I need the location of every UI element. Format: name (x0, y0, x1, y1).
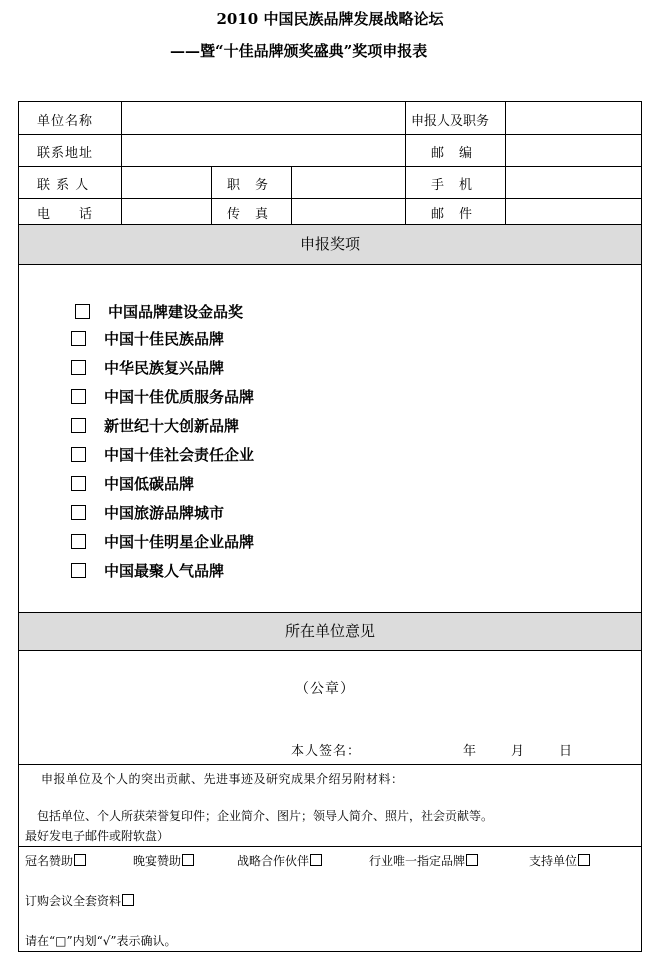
award-item[interactable]: 中国十佳民族品牌 (71, 328, 224, 349)
checkbox-icon[interactable] (466, 854, 478, 866)
sponsor-option[interactable]: 战略合作伙伴 (237, 852, 322, 869)
sponsor-option[interactable]: 支持单位 (529, 852, 590, 869)
checkbox-icon[interactable] (71, 389, 86, 404)
unit-name-field[interactable] (122, 103, 404, 133)
signature-field[interactable] (369, 736, 449, 756)
fax-label: 传 真 (227, 207, 270, 222)
checkbox-icon[interactable] (122, 894, 134, 906)
checkbox-icon[interactable] (182, 854, 194, 866)
checkbox-icon[interactable] (75, 304, 90, 319)
month-label: 月 (511, 744, 526, 759)
sponsor-option[interactable]: 晚宴赞助 (133, 852, 194, 869)
postcode-label: 邮 编 (431, 146, 474, 161)
checkbox-icon[interactable] (71, 563, 86, 578)
applicant-field[interactable] (506, 103, 641, 133)
checkbox-icon[interactable] (71, 360, 86, 375)
contact-field[interactable] (122, 167, 210, 197)
unit-name-label: 单位名称 (37, 114, 94, 129)
award-item[interactable]: 中国品牌建设金品奖 (75, 301, 243, 322)
materials-line-3: 最好发电子邮件或附软盘） (25, 829, 170, 843)
form-subtitle: ——暨“十佳品牌颁奖盛典”奖项申报表 (170, 42, 428, 60)
confirm-note: 请在“□”内划“√”表示确认。 (25, 934, 177, 948)
contact-label: 联 系 人 (37, 178, 90, 193)
award-item[interactable]: 中国十佳优质服务品牌 (71, 386, 254, 407)
materials-line-1: 申报单位及个人的突出贡献、先进事迹及研究成果介绍另附材料： (41, 772, 404, 786)
postcode-field[interactable] (506, 135, 641, 165)
award-item[interactable]: 新世纪十大创新品牌 (71, 415, 239, 436)
mobile-label: 手 机 (431, 178, 474, 193)
checkbox-icon[interactable] (71, 476, 86, 491)
award-item[interactable]: 中国旅游品牌城市 (71, 502, 224, 523)
award-item[interactable]: 中国最聚人气品牌 (71, 560, 224, 581)
signature-label: 本人签名： (291, 744, 362, 759)
email-label: 邮 件 (431, 207, 474, 222)
position-label: 职 务 (227, 178, 270, 193)
subscribe-option[interactable]: 订购会议全套资料 (25, 892, 134, 909)
applicant-label: 申报人及职务 (411, 114, 490, 129)
award-item[interactable]: 中华民族复兴品牌 (71, 357, 224, 378)
mobile-field[interactable] (506, 167, 641, 197)
checkbox-icon[interactable] (578, 854, 590, 866)
phone-label: 电 话 (37, 207, 94, 222)
seal-label: （公章） (295, 681, 355, 697)
form-title: 2010 中国民族品牌发展战略论坛 (216, 10, 444, 28)
materials-line-2: 包括单位、个人所获荣誉复印件；企业简介、图片；领导人简介、照片，社会贡献等。 (37, 809, 494, 823)
award-item[interactable]: 中国低碳品牌 (71, 473, 194, 494)
checkbox-icon[interactable] (71, 534, 86, 549)
checkbox-icon[interactable] (74, 854, 86, 866)
phone-field[interactable] (122, 199, 210, 223)
award-item[interactable]: 中国十佳明星企业品牌 (71, 531, 254, 552)
address-field[interactable] (122, 135, 404, 165)
checkbox-icon[interactable] (71, 418, 86, 433)
fax-field[interactable] (292, 199, 404, 223)
award-item[interactable]: 中国十佳社会责任企业 (71, 444, 254, 465)
awards-header: 申报奖项 (19, 225, 641, 264)
checkbox-icon[interactable] (310, 854, 322, 866)
opinion-header: 所在单位意见 (19, 613, 641, 650)
day-label: 日 (559, 744, 574, 759)
email-field[interactable] (506, 199, 641, 223)
sponsor-option[interactable]: 行业唯一指定品牌 (369, 852, 478, 869)
checkbox-icon[interactable] (71, 331, 86, 346)
sponsor-option[interactable]: 冠名赞助 (25, 852, 86, 869)
checkbox-icon[interactable] (71, 505, 86, 520)
checkbox-icon[interactable] (71, 447, 86, 462)
year-label: 年 (463, 744, 478, 759)
position-field[interactable] (292, 167, 404, 197)
application-form (18, 101, 642, 952)
address-label: 联系地址 (37, 146, 94, 161)
